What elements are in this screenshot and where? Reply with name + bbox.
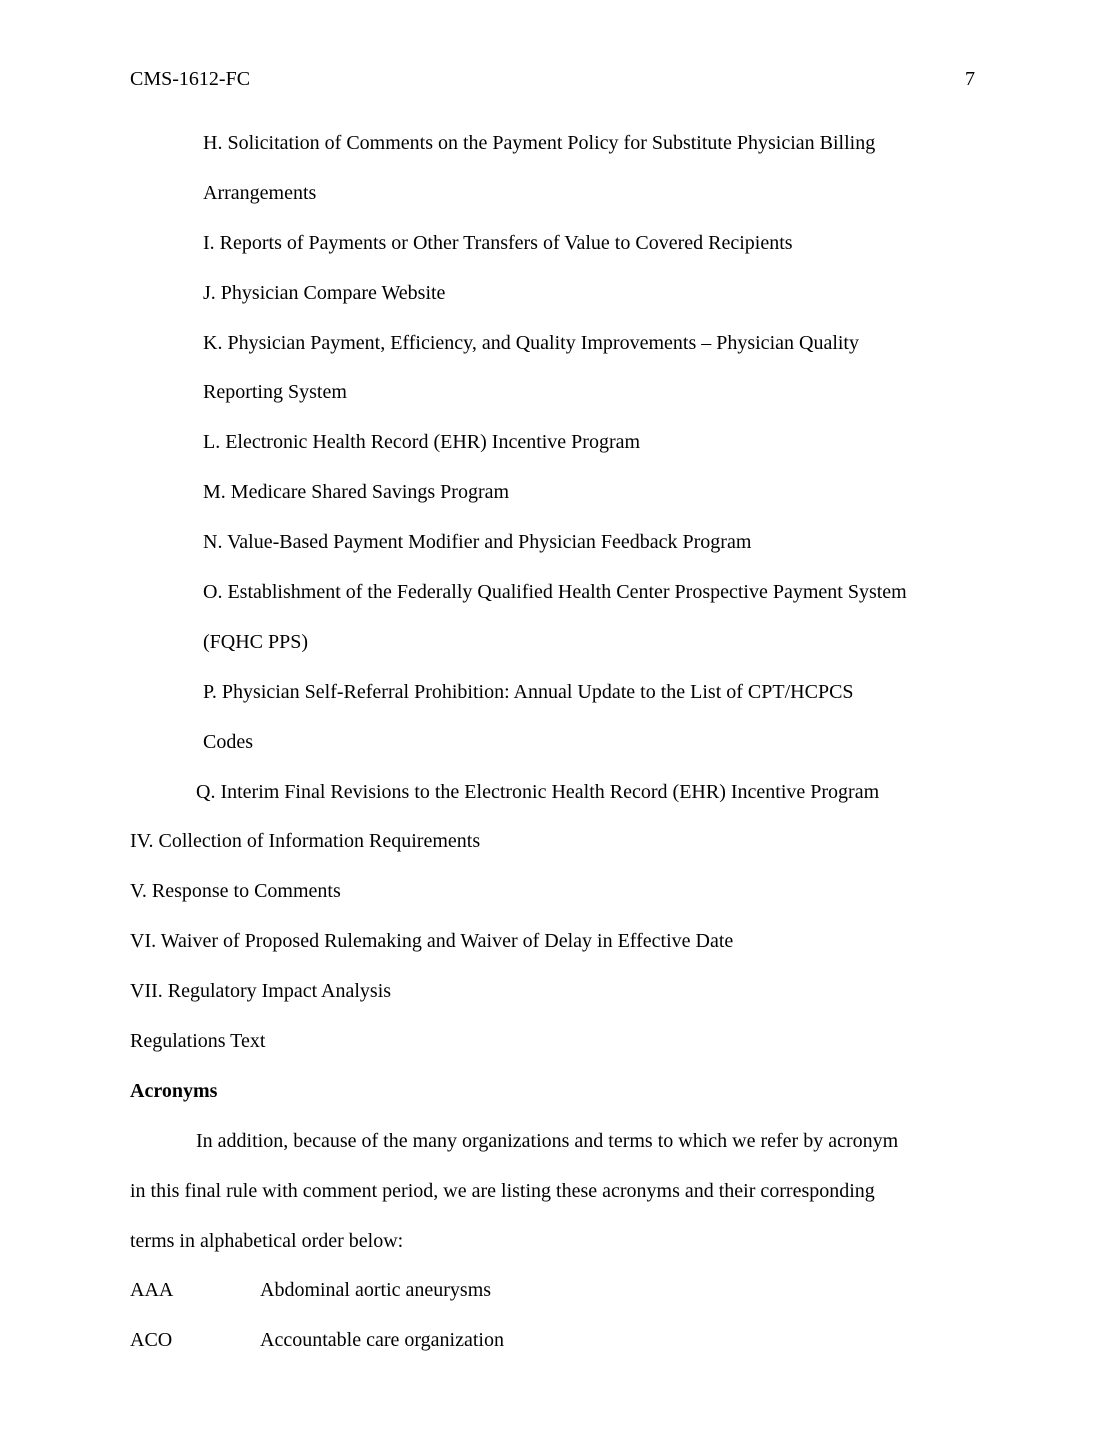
acronyms-intro-line-2: in this final rule with comment period, we are listing these acronyms and their corresponding (130, 1179, 875, 1202)
acronyms-intro-line-1: In addition, because of the many organizations and terms to which we refer by acronym (196, 1129, 899, 1152)
toc-item-iv: IV. Collection of Information Requirements (130, 830, 481, 853)
toc-item-q: Q. Interim Final Revisions to the Electronic Health Record (EHR) Incentive Program (196, 780, 880, 803)
toc-item-p: P. Physician Self-Referral Prohibition: Annual Update to the List of CPT/HCPCS (203, 680, 854, 703)
toc-item-v: V. Response to Comments (130, 880, 341, 903)
acronyms-heading: Acronyms (130, 1079, 218, 1102)
acronym-term: ACO (130, 1329, 173, 1352)
toc-item-regulations-text: Regulations Text (130, 1030, 266, 1053)
toc-item-i: I. Reports of Payments or Other Transfers of Value to Covered Recipients (203, 231, 793, 254)
acronym-definition: Accountable care organization (260, 1329, 504, 1352)
acronym-row (130, 1277, 975, 1327)
document-id: CMS-1612-FC (130, 68, 251, 90)
page-header (130, 66, 975, 92)
acronym-row (130, 1327, 975, 1377)
toc-item-h: H. Solicitation of Comments on the Payment Policy for Substitute Physician Billing (203, 132, 876, 154)
toc-item-o-continued: (FQHC PPS) (203, 630, 309, 653)
acronym-term: AAA (130, 1279, 174, 1302)
toc-item-n: N. Value-Based Payment Modifier and Physician Feedback Program (203, 531, 752, 554)
toc-item-m: M. Medicare Shared Savings Program (203, 481, 510, 504)
acronyms-intro-line-3: terms in alphabetical order below: (130, 1229, 404, 1252)
toc-item-o: O. Establishment of the Federally Qualified Health Center Prospective Payment System (203, 581, 907, 604)
toc-item-k-continued: Reporting System (203, 381, 347, 404)
page-number: 7 (965, 68, 975, 90)
toc-item-p-continued: Codes (203, 730, 253, 753)
toc-item-vii: VII. Regulatory Impact Analysis (130, 980, 392, 1003)
document-body (130, 130, 975, 1377)
toc-item-j: J. Physician Compare Website (203, 281, 446, 304)
toc-item-h-continued: Arrangements (203, 181, 317, 204)
toc-item-k: K. Physician Payment, Efficiency, and Quality Improvements – Physician Quality (203, 331, 859, 354)
acronym-definition: Abdominal aortic aneurysms (260, 1279, 492, 1302)
toc-item-l: L. Electronic Health Record (EHR) Incentive Program (203, 431, 641, 454)
toc-item-vi: VI. Waiver of Proposed Rulemaking and Waiver of Delay in Effective Date (130, 930, 734, 953)
